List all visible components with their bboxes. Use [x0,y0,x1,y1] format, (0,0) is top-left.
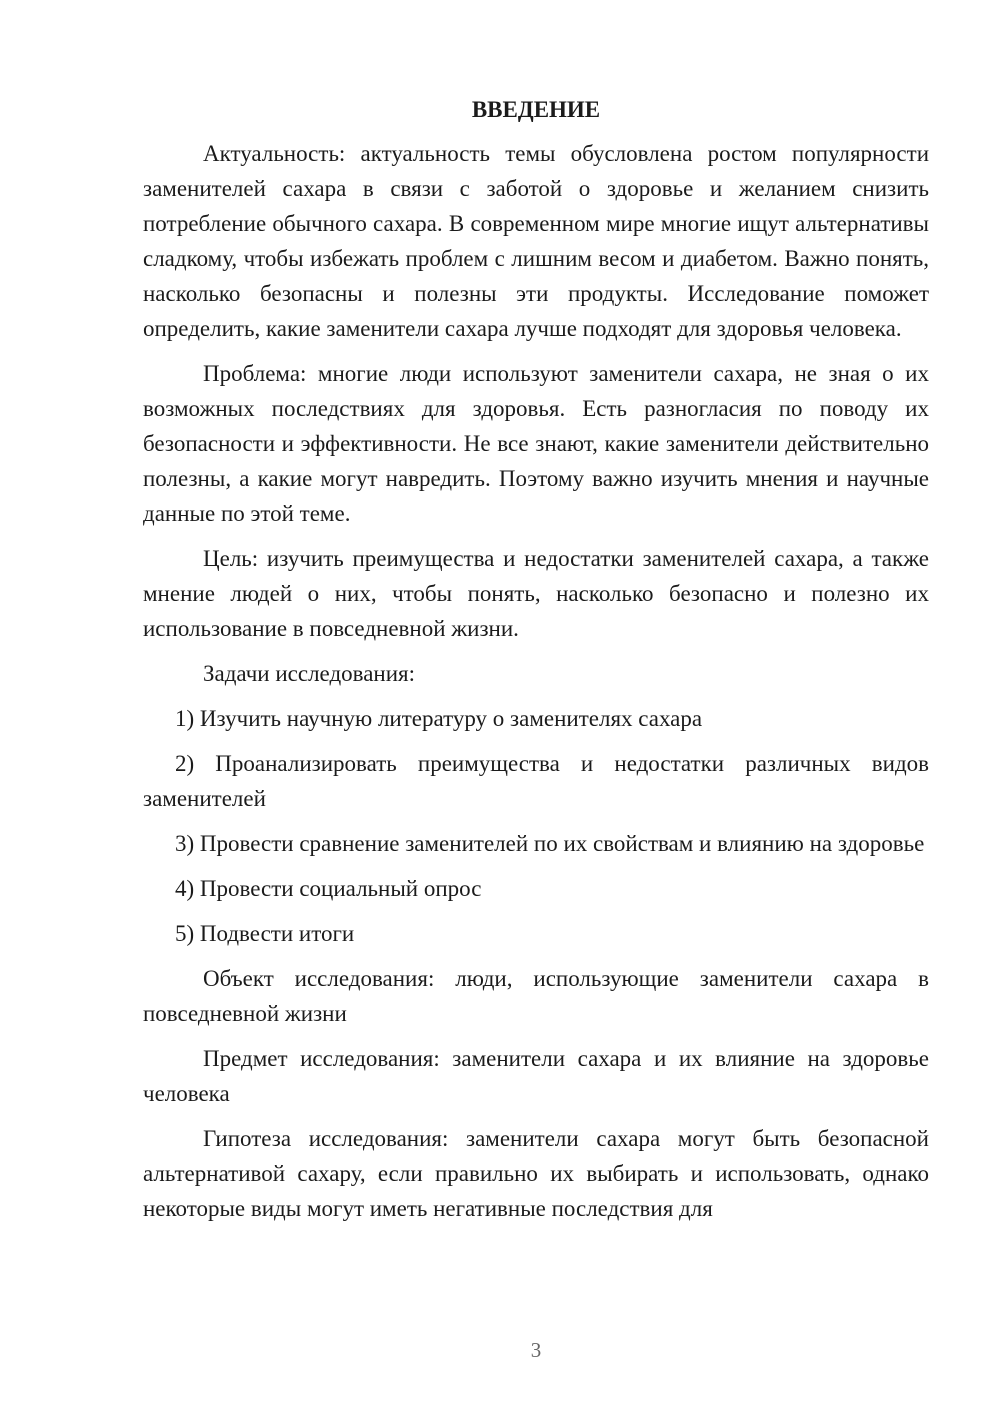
paragraph-goal: Цель: изучить преимущества и недостатки заменителей сахара, а также мнение людей о них, чтобы понять, насколько безопасно и полезно их использование в повседневной жизни. [143,546,929,641]
task-item-2: 2) Проанализировать преимущества и недостатки различных видов заменителей [143,751,929,811]
paragraph-hypothesis: Гипотеза исследования: заменители сахара могут быть безопасной альтернативой сахару, если правильно их выбирать и использовать, однако некоторые виды могут иметь негативные последствия для [143,1126,929,1221]
tasks-title: Задачи исследования: [203,661,416,686]
paragraph-relevance: Актуальность: актуальность темы обусловлена ростом популярности заменителей сахара в связи с заботой о здоровье и желанием снизить потребление обычного сахара. В современном мире многие ищут альтернативы сладкому, чтобы избежать проблем с лишним весом и диабетом. Важно понять, насколько безопасны и полезны эти продукты. Исследование поможет определить, какие заменители сахара лучше подходят для здоровья человека. [143,141,929,341]
task-item-1: 1) Изучить научную литературу о заменителях сахара [175,706,703,731]
task-item-5: 5) Подвести итоги [175,921,355,946]
paragraph-problem: Проблема: многие люди используют заменители сахара, не зная о их возможных последствиях для здоровья. Есть разногласия по поводу их безопасности и эффективности. Не все знают, какие заменители действительно полезны, а какие могут навредить. Поэтому важно изучить мнения и научные данные по этой теме. [143,361,929,526]
task-item-3: 3) Провести сравнение заменителей по их свойствам и влиянию на здоровье [175,831,925,856]
section-heading: ВВЕДЕНИЕ [471,97,601,122]
paragraph-object: Объект исследования: люди, использующие заменители сахара в повседневной жизни [143,966,929,1026]
paragraph-subject: Предмет исследования: заменители сахара и их влияние на здоровье человека [143,1046,929,1106]
page-number: 3 [530,1338,542,1362]
task-item-4: 4) Провести социальный опрос [175,876,482,901]
page-content [143,95,929,1236]
